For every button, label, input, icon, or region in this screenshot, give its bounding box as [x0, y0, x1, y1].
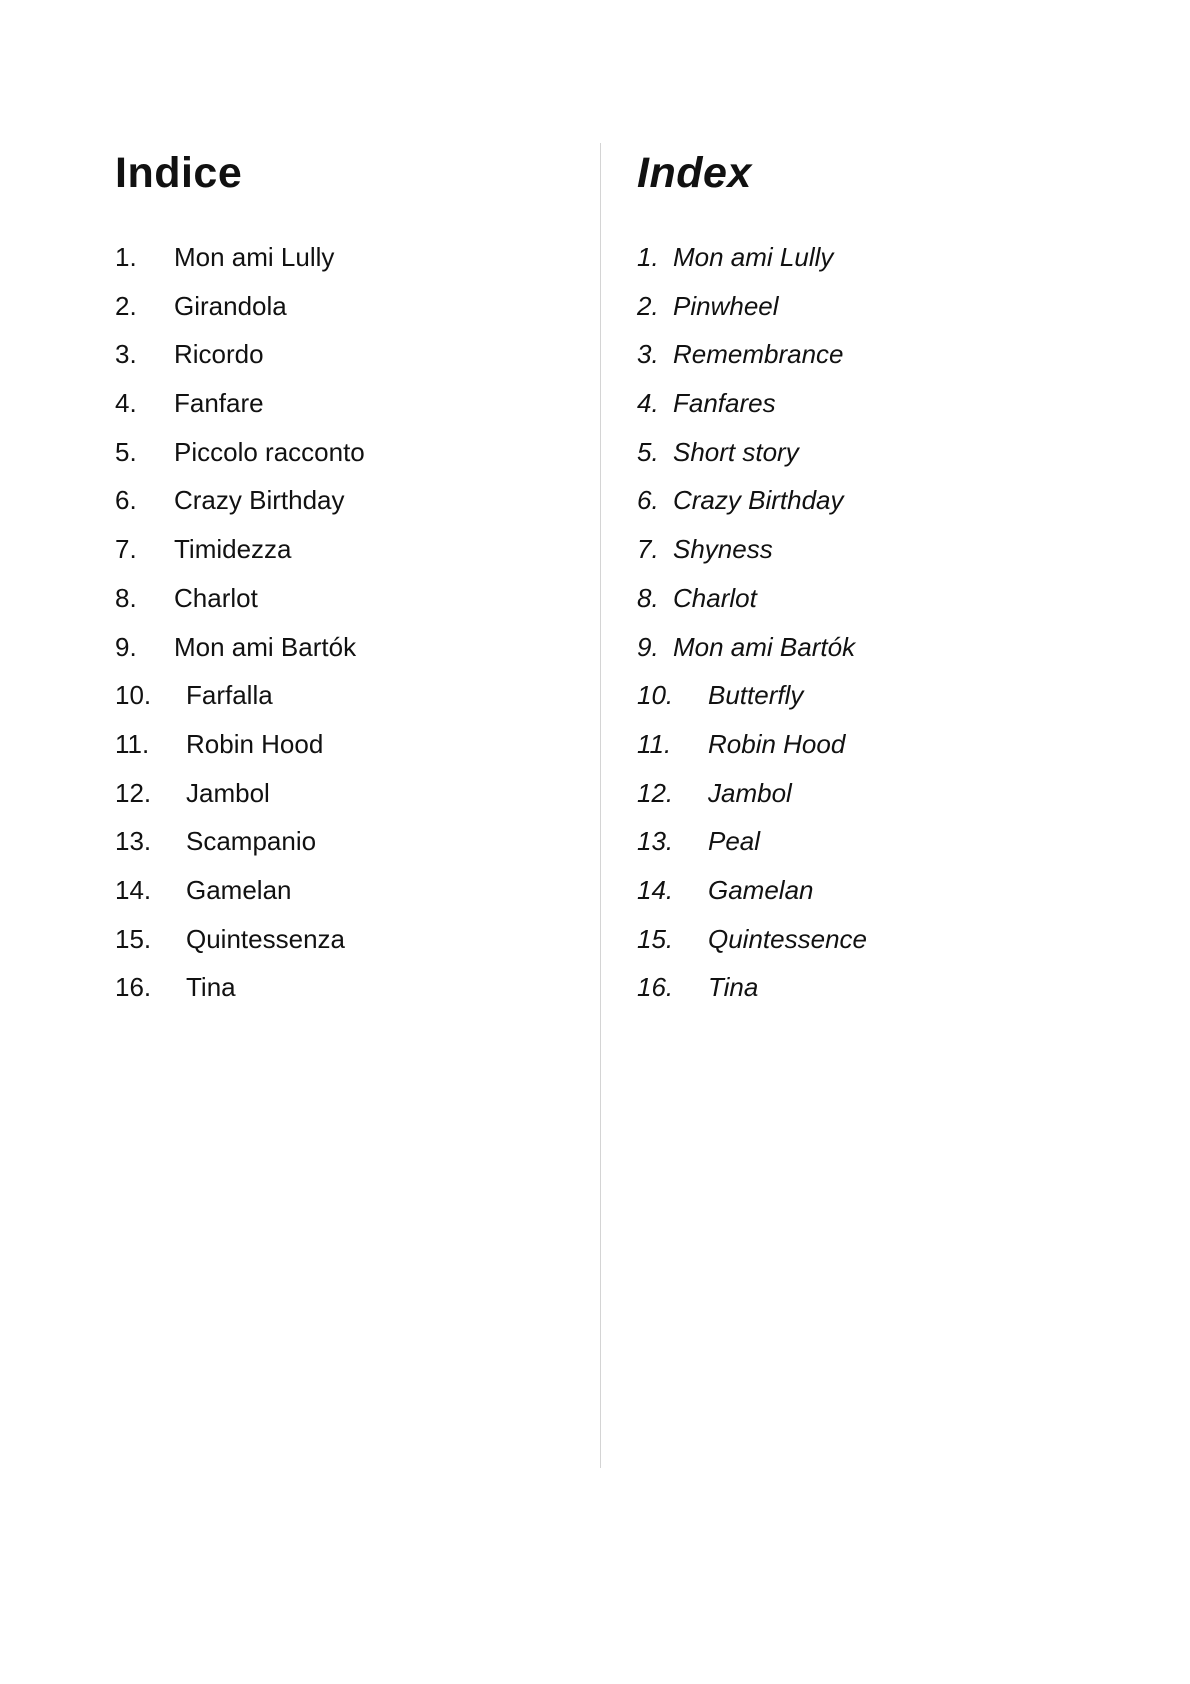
index-entry-6	[115, 486, 365, 535]
index-entry-14	[115, 876, 365, 925]
entry-title: Crazy Birthday	[673, 485, 844, 516]
index-entry-15	[115, 925, 365, 974]
index-entry-6	[637, 486, 867, 535]
entry-title: Charlot	[673, 582, 757, 613]
index-entry-15	[637, 925, 867, 974]
entry-number: 12.	[115, 777, 152, 808]
entry-title: Fanfare	[174, 388, 264, 419]
entry-title: Charlot	[174, 582, 258, 613]
english-index-heading: Index	[637, 149, 752, 197]
entry-number: 14.	[115, 874, 152, 905]
italian-index-list	[115, 243, 365, 1022]
entry-title: Mon ami Bartók	[673, 631, 856, 662]
entry-number: 4.	[637, 388, 659, 419]
entry-title: Scampanio	[186, 826, 317, 857]
index-entry-12	[637, 779, 867, 828]
entry-number: 8.	[637, 582, 659, 613]
index-entry-9	[637, 633, 867, 682]
entry-title: Short story	[673, 436, 799, 467]
entry-title: Butterfly	[708, 680, 804, 711]
index-entry-11	[637, 730, 867, 779]
entry-number: 15.	[637, 923, 674, 954]
index-entry-5	[637, 438, 867, 487]
entry-number: 16.	[115, 972, 152, 1003]
index-entry-4	[637, 389, 867, 438]
italian-index-column	[115, 143, 585, 1003]
entry-number: 3.	[637, 339, 659, 370]
entry-title: Jambol	[186, 777, 270, 808]
index-entry-8	[637, 584, 867, 633]
entry-number: 3.	[115, 339, 137, 370]
entry-number: 4.	[115, 388, 137, 419]
index-entry-8	[115, 584, 365, 633]
entry-title: Mon ami Lully	[174, 242, 335, 272]
entry-title: Jambol	[708, 777, 792, 808]
entry-title: Girandola	[174, 290, 287, 321]
entry-title: Peal	[708, 826, 761, 857]
english-index-column	[637, 143, 1137, 1003]
entry-title: Gamelan	[708, 874, 814, 905]
index-entry-3	[637, 340, 867, 389]
entry-title: Gamelan	[186, 874, 292, 905]
entry-number: 7.	[115, 534, 137, 565]
entry-title: Mon ami Lully	[673, 242, 834, 272]
entry-number: 1.	[637, 242, 659, 272]
entry-number: 16.	[637, 972, 674, 1003]
column-divider	[600, 143, 601, 1468]
entry-title: Remembrance	[673, 339, 844, 370]
entry-title: Quintessenza	[186, 923, 345, 954]
index-entry-7	[115, 535, 365, 584]
index-entry-10	[637, 681, 867, 730]
entry-title: Ricordo	[174, 339, 264, 370]
entry-number: 11.	[637, 728, 672, 759]
index-entry-5	[115, 438, 365, 487]
index-entry-3	[115, 340, 365, 389]
entry-title: Pinwheel	[673, 290, 779, 321]
entry-number: 10.	[637, 680, 674, 711]
entry-number: 6.	[637, 485, 659, 516]
entry-title: Fanfares	[673, 388, 776, 419]
entry-title: Piccolo racconto	[174, 436, 365, 467]
entry-number: 10.	[115, 680, 152, 711]
english-index-list	[637, 243, 867, 1022]
index-entry-2	[115, 292, 365, 341]
entry-title: Tina	[186, 972, 236, 1003]
entry-number: 8.	[115, 582, 137, 613]
italian-index-heading: Indice	[115, 149, 243, 197]
entry-number: 9.	[637, 631, 659, 662]
entry-number: 7.	[637, 534, 659, 565]
entry-number: 2.	[115, 290, 137, 321]
index-entry-11	[115, 730, 365, 779]
entry-number: 2.	[637, 290, 659, 321]
index-entry-1	[637, 243, 867, 292]
entry-number: 13.	[637, 826, 674, 857]
entry-title: Crazy Birthday	[174, 485, 345, 516]
entry-number: 11.	[115, 728, 150, 759]
index-entry-1	[115, 243, 365, 292]
entry-title: Timidezza	[174, 534, 292, 565]
entry-title: Tina	[708, 972, 759, 1003]
index-entry-10	[115, 681, 365, 730]
entry-number: 5.	[115, 436, 137, 467]
entry-number: 13.	[115, 826, 152, 857]
index-entry-12	[115, 779, 365, 828]
index-entry-2	[637, 292, 867, 341]
entry-title: Robin Hood	[708, 728, 846, 759]
index-entry-13	[115, 827, 365, 876]
index-entry-13	[637, 827, 867, 876]
index-entry-14	[637, 876, 867, 925]
entry-number: 5.	[637, 436, 659, 467]
entry-number: 9.	[115, 631, 137, 662]
entry-title: Mon ami Bartók	[174, 631, 357, 662]
entry-number: 6.	[115, 485, 137, 516]
entry-number: 12.	[637, 777, 674, 808]
entry-title: Robin Hood	[186, 728, 324, 759]
index-entry-7	[637, 535, 867, 584]
entry-number: 15.	[115, 923, 152, 954]
entry-number: 1.	[115, 242, 137, 272]
index-entry-4	[115, 389, 365, 438]
entry-number: 14.	[637, 874, 674, 905]
index-entry-16	[115, 973, 365, 1022]
index-entry-9	[115, 633, 365, 682]
entry-title: Shyness	[673, 534, 773, 565]
index-entry-16	[637, 973, 867, 1022]
entry-title: Farfalla	[186, 680, 273, 711]
entry-title: Quintessence	[708, 923, 867, 954]
